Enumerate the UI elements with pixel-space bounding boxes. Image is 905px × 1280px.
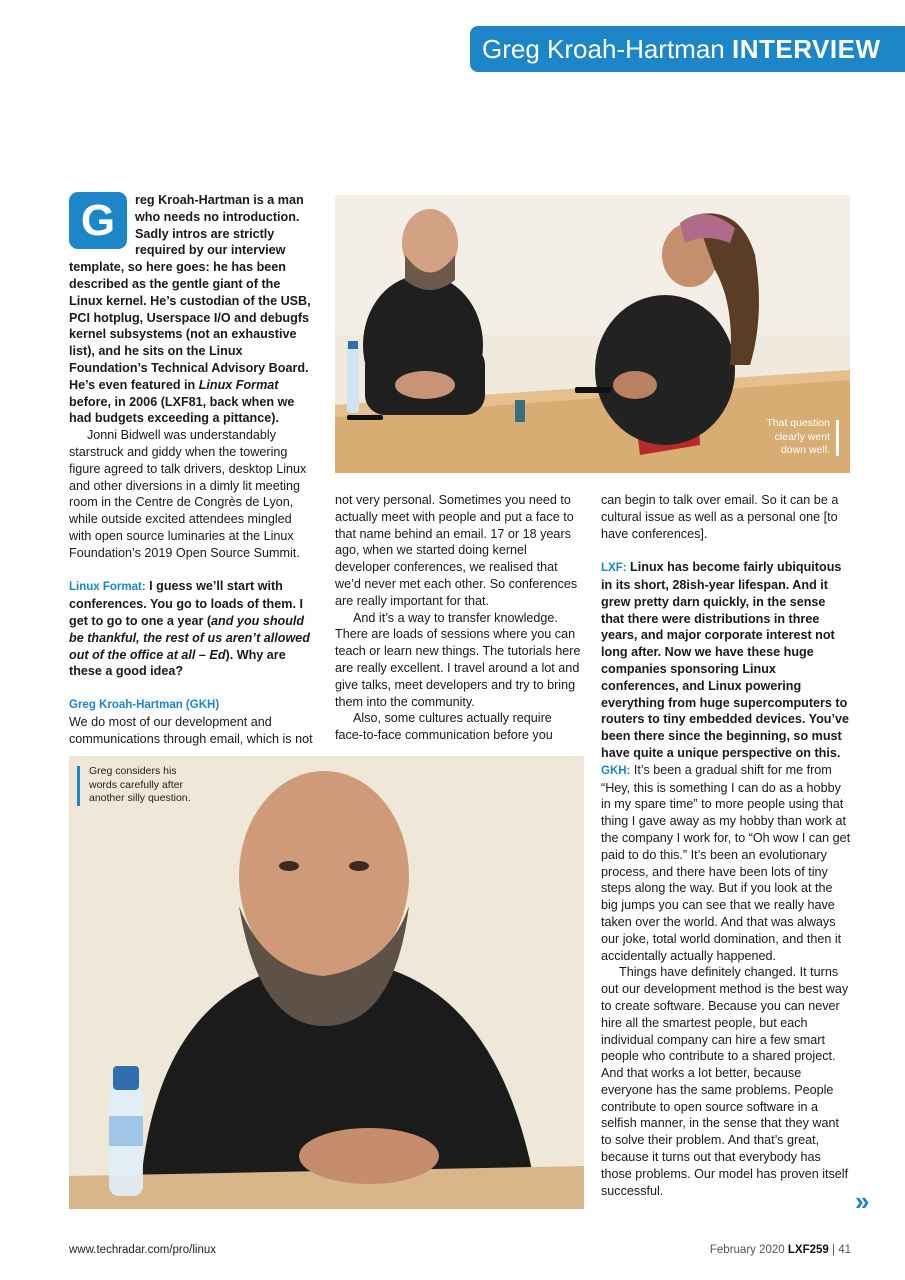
section-header-tab	[470, 26, 905, 72]
article-column-1	[69, 192, 315, 748]
continue-arrow-icon: »	[855, 1186, 870, 1216]
answer-2-paragraph-1: GKH: It’s been a gradual shift for me from “Hey, this is something I can do as a hobby in my spare time” to more people using that thing I gave away as my hobby than work at the company I work for, to “Oh wow I can get paid to do this.” It’s been an evolutionary process, and there have been lots of tiny steps along the way. But if you look at the big jumps you can see that we really have taken over the world. And that was always our joke, total world domination, and then it accidentally actually happened.	[601, 762, 851, 963]
footer-issue-info: February 2020 LXF259 | 41	[709, 1244, 851, 1256]
drop-cap: G	[69, 192, 127, 249]
answer-1-paragraph-1-cont: not very personal. Sometimes you need to actually meet with people and put a face to that name behind an email. 17 or 18 years ago, when we started doing kernel developer conferences, we realised that we’d never met each other. So conferences are really important for that.	[335, 493, 578, 608]
portrait-illustration	[69, 756, 584, 1209]
answer-1-paragraph-3: Also, some cultures actually require face-to-face communication before you	[335, 711, 553, 743]
bottom-caption-bar	[77, 766, 80, 806]
question-2: LXF: Linux has become fairly ubiquitous in its short, 28ish-year lifespan. And it grew pretty darn quickly, in the sense that there were distributions in three years, and major corporate interest not long after. Now we have these huge companies sponsoring Linux conferences, and Linux powering everything from huge supercomputers to routers to tiny embedded devices. You’ve been there since the beginning, so must have quite a unique perspective on this.	[601, 560, 849, 760]
article-column-3	[601, 492, 851, 1199]
answer-1-paragraph-2: And it’s a way to transfer knowledge. There are loads of sessions where you can teach or learn new things. The tutorials here are really excellent. I travel around a lot and give talks, meet developers and try to bring them into the community.	[335, 610, 581, 709]
top-photo-caption: That question clearly went down well.	[766, 417, 830, 456]
footer-url[interactable]: www.techradar.com/pro/linux	[69, 1244, 217, 1256]
header-label: INTERVIEW	[732, 34, 881, 64]
intro-paragraph: reg Kroah-Hartman is a man who needs no introduction. Sadly intros are strictly required by our interview template, so here goes: he has been described as the gentle giant of the Linux kernel. He’s custodian of the USB, PCI hotplug, Userspace I/O and debugfs kernel subsystems (not an exhaustive list), and he sits on the Linux Foundation’s Technical Advisory Board. He’s even featured in Linux Format before, in 2006 (LXF81, back when we had budgets exceeding a pittance).	[69, 193, 311, 426]
portrait-photo	[69, 756, 584, 1209]
article-column-2	[335, 492, 581, 744]
answer-1-speaker: Greg Kroah-Hartman (GKH)	[69, 698, 220, 711]
bottom-photo-caption: Greg considers his words carefully after another silly question.	[89, 765, 191, 804]
intro-paragraph-2: Jonni Bidwell was understandably starstruck and giddy when the towering figure agreed to talk drivers, desktop Linux and other diversions in a dimly lit meeting room in the Centre de Congrès de Lyon, while outside excited attendees mingled with open source luminaries at the Linux Foundation’s 2019 Open Source Summit.	[69, 428, 307, 560]
top-caption-bar	[836, 420, 839, 456]
header-name: Greg Kroah-Hartman	[482, 34, 725, 64]
answer-2-paragraph-2: Things have definitely changed. It turns out our development method is the best way to create software. Because you can never hire all the smartest people, but each individual company can hire a few smart people who contribute to a shared project. And that works a lot better, because everyone has the same problems. People contribute to open source software in a selfish manner, in the sense that they want to solve their problem. And that’s great, because it turns out that everybody has those problems. Our model has proven itself successful.	[601, 965, 849, 1198]
question-1: Linux Format: I guess we’ll start with conferences. You go to loads of them. I get to go to one a year (and you should be thankful, the rest of us aren’t allowed out of the office at all – Ed). Why are these a good idea?	[69, 579, 310, 679]
answer-1-paragraph-1: We do most of our development and communications through email, which is not	[69, 714, 313, 746]
answer-1-paragraph-3-cont: can begin to talk over email. So it can be a cultural issue as well as a personal one [to have conferences].	[601, 493, 839, 541]
